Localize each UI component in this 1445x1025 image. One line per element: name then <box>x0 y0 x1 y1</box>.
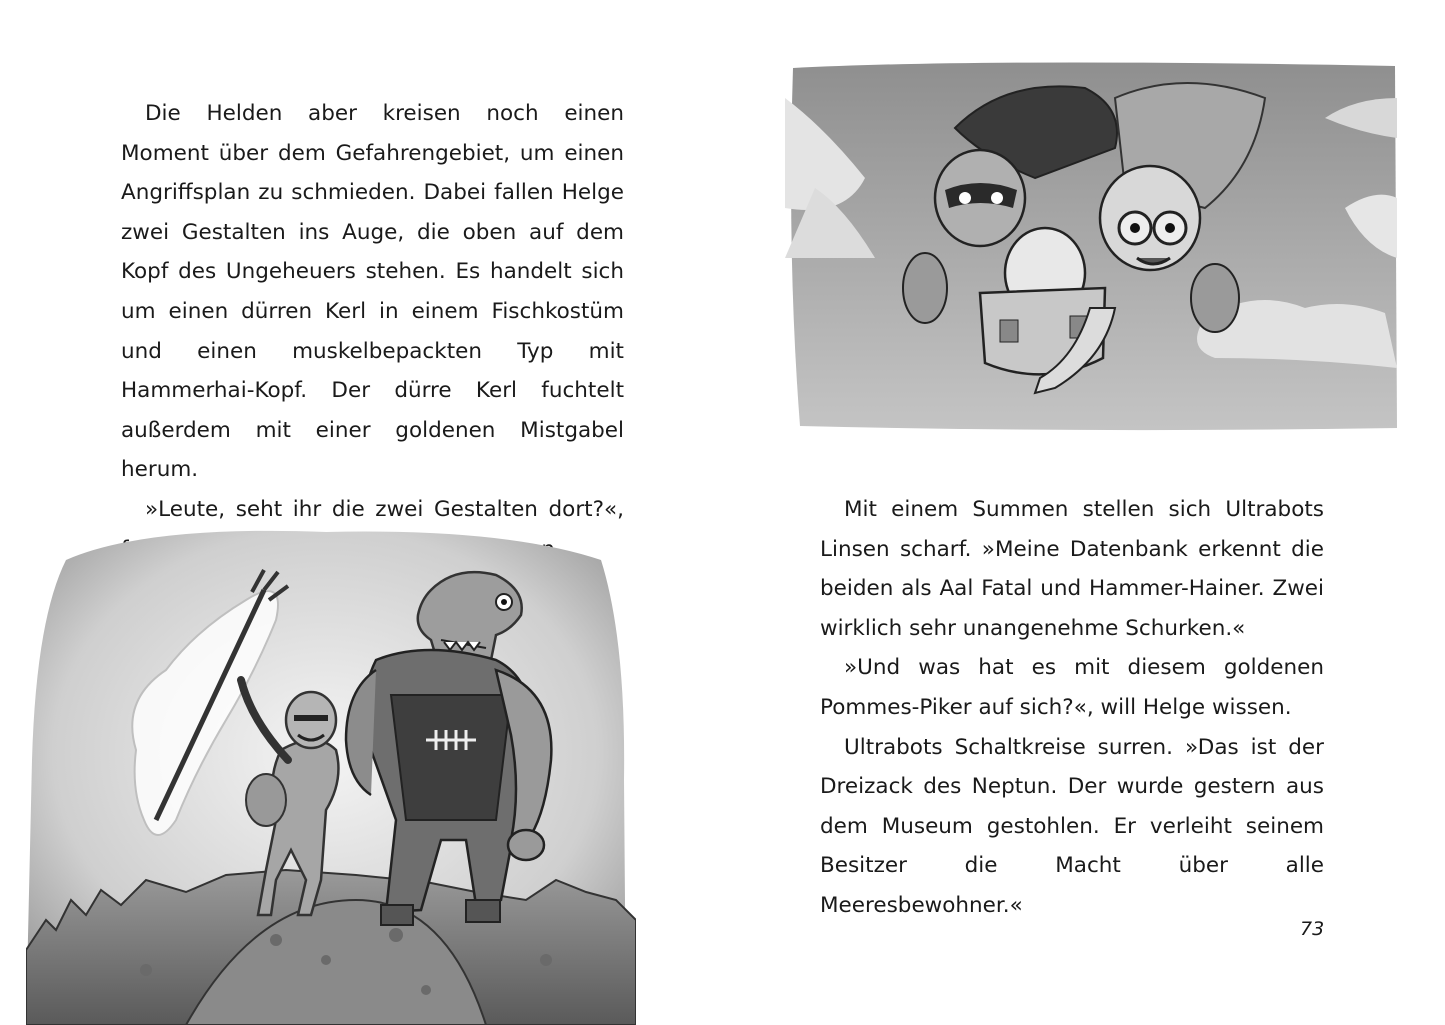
paragraph: Die Helden aber kreisen noch einen Moment über dem Gefahrengebiet, um einen Angriffsplan zu schmieden. Dabei fallen Helge zwei Gestalten ins Auge, die oben auf dem Kopf des Ungeheuers stehen. Es handelt sich um einen dürren Kerl in einem Fischkostüm und einen muskelbepackten Typ mit Hammerhai-Kopf. Der dürre Kerl fuchtelt außerdem mit einer goldenen Mistgabel herum. <box>121 101 624 483</box>
right-page-text <box>820 490 1324 926</box>
paragraph: »Leute, seht ihr die zwei Gestalten dort?«, <box>145 496 624 522</box>
paragraph: Ultrabots Schaltkreise surren. »Das ist der Dreizack des Neptun. Der wurde gestern aus dem Museum gestohlen. Er verleiht seinem Besitzer die Macht über alle Meeresbewohner.« <box>820 734 1324 918</box>
paragraph: »Und was hat es mit diesem goldenen Pommes-Piker auf sich?«, will Helge wissen. <box>820 655 1324 720</box>
villains-on-monster-illustration <box>26 520 636 1025</box>
page-number: 73 <box>1300 918 1325 940</box>
flying-heroes-illustration <box>785 58 1398 433</box>
paragraph: Mit einem Summen stellen sich Ultrabots Linsen scharf. »Meine Datenbank erkennt die beiden als Aal Fatal und Hammer-Hainer. Zwei wirklich sehr unangenehme Schurken.« <box>820 497 1324 641</box>
left-page-text <box>121 94 624 569</box>
